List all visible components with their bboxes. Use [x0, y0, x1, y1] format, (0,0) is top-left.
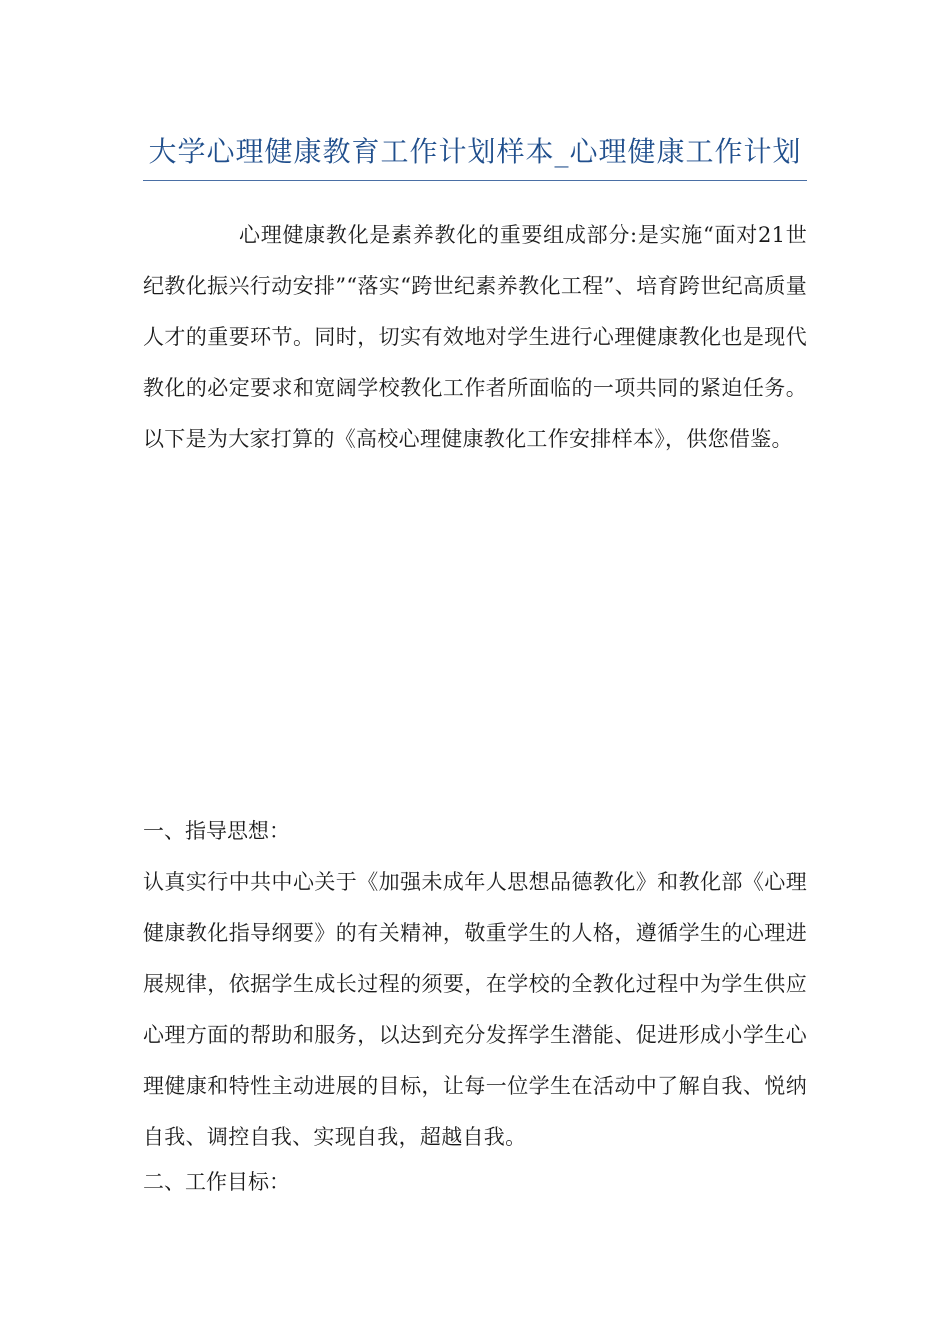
- section-one-heading: 一、指导思想：: [143, 819, 290, 843]
- title-underline: [143, 180, 807, 181]
- section-work-goals: [143, 1157, 823, 1208]
- intro-section: [143, 210, 807, 465]
- document-title: 大学心理健康教育工作计划样本_心理健康工作计划: [148, 135, 802, 168]
- section-guiding-ideology: [143, 806, 823, 1163]
- section-one-paragraph: 认真实行中共中心关于《加强未成年人思想品德教化》和教化部《心理健康教化指导纲要》的有关精神，敬重学生的人格，遵循学生的心理进展规律，依据学生成长过程的须要，在学校的全教化过程中为学生供应心理方面的帮助和服务，以达到充分发挥学生潜能、促进形成小学生心理健康和特性主动进展的目标，让每一位学生在活动中了解自我、悦纳自我、调控自我、实现自我，超越自我。: [143, 870, 807, 1149]
- title-block: [143, 128, 807, 181]
- section-two-heading: 二、工作目标：: [143, 1170, 290, 1194]
- intro-paragraph: 心理健康教化是素养教化的重要组成部分:是实施“面对21世纪教化振兴行动安排”“落实“跨世纪素养教化工程”、培育跨世纪高质量人才的重要环节。同时，切实有效地对学生进行心理健康教化也是现代教化的必定要求和宽阔学校教化工作者所面临的一项共同的紧迫任务。以下是为大家打算的《高校心理健康教化工作安排样本》，供您借鉴。: [143, 223, 807, 451]
